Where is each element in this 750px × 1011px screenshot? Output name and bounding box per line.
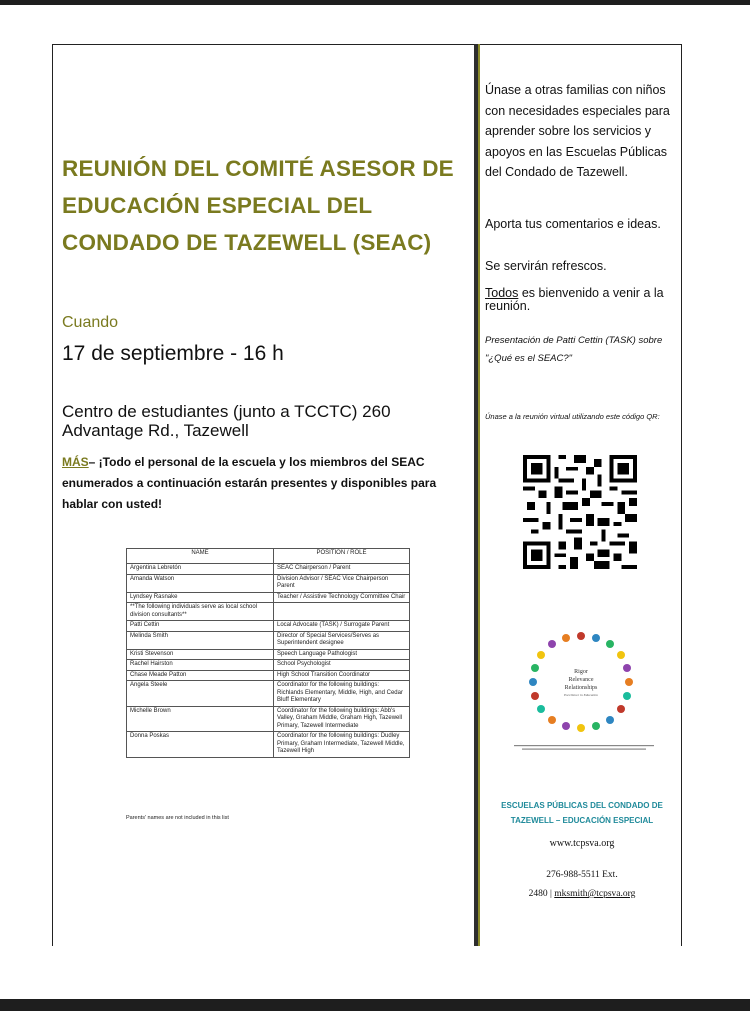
staff-role: Local Advocate (TASK) / Surrogate Parent (274, 621, 410, 632)
refreshments-text: Se servirán refrescos. (485, 259, 607, 273)
virtual-meeting-text: Únase a la reunión virtual utilizando este código QR: (485, 412, 660, 421)
welcome-rest: es bienvenido a venir a la reunión. (485, 286, 664, 313)
table-row (127, 621, 410, 632)
welcome-word: Todos (485, 286, 519, 300)
table-row (127, 660, 410, 671)
website-link[interactable]: www.tcpsva.org (549, 838, 615, 849)
staff-role: Coordinator for the following buildings: Abb's Valley, Graham Middle, Graham High, Tazewell Primary, Tazewell Intermediate (274, 706, 410, 732)
table-row (127, 631, 410, 649)
staff-name: Argentina Lebretón (127, 564, 274, 575)
staff-role (274, 603, 410, 621)
join-families-text: Únase a otras familias con niños con necesidades especiales para aprender sobre los servicios y apoyos en las Escuelas Públicas del Condado de Tazewell. (485, 83, 670, 179)
table-row (127, 670, 410, 681)
staff-name: Michelle Brown (127, 706, 274, 732)
staff-role: School Psychologist (274, 660, 410, 671)
staff-name: Chase Meade Patton (127, 670, 274, 681)
email-link[interactable]: mksmith@tcpsva.org (554, 889, 636, 899)
staff-role: Speech Language Pathologist (274, 649, 410, 660)
staff-role: Coordinator for the following buildings: Dudley Primary, Graham Intermediate, Tazewell Middle, Tazewell High (274, 732, 410, 758)
table-row (127, 574, 410, 592)
when-label: Cuando (62, 314, 119, 331)
column-divider-accent (478, 44, 480, 946)
meeting-date-time: 17 de septiembre - 16 h (62, 342, 284, 365)
staff-role: Director of Special Services/Serves as Superintendent designee (274, 631, 410, 649)
table-row (127, 681, 410, 707)
staff-name: Melinda Smith (127, 631, 274, 649)
staff-name: Amanda Watson (127, 574, 274, 592)
staff-role: High School Transition Coordinator (274, 670, 410, 681)
staff-name: Rachel Hairston (127, 660, 274, 671)
logo-word-rigor: Rigor (574, 669, 588, 675)
table-footnote: Parents' names are not included in this list (126, 815, 229, 821)
separator: | (547, 889, 555, 899)
table-header-row (127, 549, 410, 564)
logo-word-relevance: Relevance (568, 677, 594, 683)
staff-table (126, 548, 410, 758)
logo-tagline: Excellence in Education (563, 693, 599, 697)
name-column-header: NAME (127, 549, 274, 564)
more-info-paragraph (62, 452, 462, 515)
extension-email-line (492, 889, 672, 899)
logo-caption-lines (514, 744, 654, 752)
staff-role: Teacher / Assistive Technology Committee Chair (274, 592, 410, 603)
staff-role: Coordinator for the following buildings: Richlands Elementary, Middle, High, and Cedar Bluff Elementary (274, 681, 410, 707)
welcome-text (485, 287, 675, 313)
presentation-text: Presentación de Patti Cettin (TASK) sobre "¿Qué es el SEAC?" (485, 335, 663, 364)
phone-number: 276-988-5511 Ext. (546, 870, 618, 880)
feedback-text: Aporta tus comentarios e ideas. (485, 217, 661, 231)
table-row (127, 732, 410, 758)
table-row (127, 564, 410, 575)
table-row (127, 592, 410, 603)
staff-name: Donna Poskas (127, 732, 274, 758)
staff-name: Angela Steele (127, 681, 274, 707)
staff-name: Lyndsey Rasnake (127, 592, 274, 603)
staff-name: **The following individuals serve as local school division consultants** (127, 603, 274, 621)
staff-name: Kristi Stevenson (127, 649, 274, 660)
school-division-logo (516, 628, 646, 736)
staff-role: Division Advisor / SEAC Vice Chairperson Parent (274, 574, 410, 592)
flyer-title: REUNIÓN DEL COMITÉ ASESOR DE EDUCACIÓN ESPECIAL DEL CONDADO DE TAZEWELL (SEAC) (62, 156, 454, 255)
bottom-dark-band (0, 999, 750, 1011)
staff-name: Patti Cettin (127, 621, 274, 632)
phone-extension: 2480 (528, 889, 548, 899)
more-label: MÁS (62, 455, 89, 469)
role-column-header: POSITION / ROLE (274, 549, 410, 564)
table-row (127, 706, 410, 732)
table-row (127, 649, 410, 660)
staff-role: SEAC Chairperson / Parent (274, 564, 410, 575)
more-text: – ¡Todo el personal de la escuela y los miembros del SEAC enumerados a continuación estarán presentes y disponibles para hablar con usted! (62, 455, 437, 511)
qr-code[interactable] (523, 455, 637, 569)
logo-word-relationships: Relationships (564, 685, 598, 691)
department-name: ESCUELAS PÚBLICAS DEL CONDADO DE TAZEWELL – EDUCACIÓN ESPECIAL (501, 801, 663, 825)
top-dark-band (0, 0, 750, 5)
meeting-location: Centro de estudiantes (junto a TCCTC) 260 Advantage Rd., Tazewell (62, 402, 391, 440)
table-row (127, 603, 410, 621)
